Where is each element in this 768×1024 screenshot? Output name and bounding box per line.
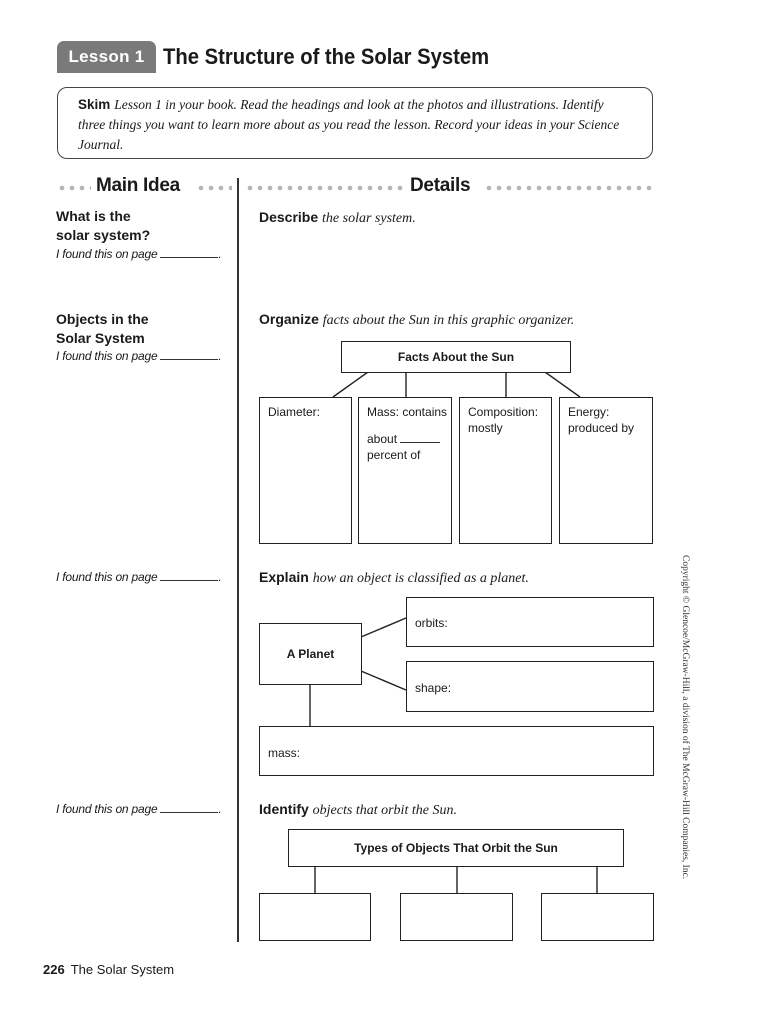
sun-fact-percent: percent of <box>367 448 421 462</box>
found-on-page-1: I found this on page . <box>56 247 222 261</box>
page-number: 226 <box>43 962 65 977</box>
main-idea-solar-system: What is the solar system? <box>56 208 151 243</box>
lesson-tab: Lesson 1 <box>57 41 156 72</box>
chapter-name: The Solar System <box>70 962 175 977</box>
prompt-organize: Organize facts about the Sun in this graphic organizer. <box>259 311 575 328</box>
skim-text: Lesson 1 in your book. Read the headings and look at the photos and illustrations. Identify three things you want to learn more about as you read the lesson. Record your ideas in your Science Journal. <box>78 97 620 152</box>
orbit-objects-title-box: Types of Objects That Orbit the Sun <box>288 829 624 867</box>
sun-fact-label: Mass: contains <box>367 405 448 419</box>
main-idea-header: Main Idea <box>96 175 180 196</box>
orbits-label: orbits: <box>415 616 448 630</box>
planet-mass-box[interactable] <box>259 726 654 776</box>
planet-shape-box[interactable] <box>406 661 654 712</box>
found-on-page-4: I found this on page . <box>56 802 222 816</box>
sun-fact-label: Energy: <box>568 405 610 419</box>
prompt-explain: Explain how an object is classified as a planet. <box>259 569 529 586</box>
sun-fact-box-energy[interactable] <box>559 397 653 544</box>
orbit-object-box-1[interactable] <box>259 893 371 941</box>
planet-orbits-box[interactable] <box>406 597 654 647</box>
percent-blank[interactable] <box>400 433 440 443</box>
page-footer <box>43 962 174 977</box>
sun-facts-title-box: Facts About the Sun <box>341 341 571 373</box>
found-on-page-2: I found this on page . <box>56 349 222 363</box>
sun-fact-box-composition[interactable] <box>459 397 552 544</box>
details-header: Details <box>410 175 471 196</box>
skim-label: Skim <box>78 97 111 112</box>
orbit-object-box-2[interactable] <box>400 893 513 941</box>
shape-label: shape: <box>415 681 452 695</box>
main-idea-objects: Objects in the Solar System <box>56 311 149 346</box>
sun-fact-box-mass[interactable] <box>358 397 452 544</box>
sun-fact-label: Diameter: <box>268 405 321 419</box>
mass-label: mass: <box>268 746 301 760</box>
orbit-object-box-3[interactable] <box>541 893 654 941</box>
sun-fact-mostly: mostly <box>468 421 503 435</box>
sun-fact-box-diameter[interactable] <box>259 397 352 544</box>
sun-fact-about: about <box>367 431 451 447</box>
planet-center-box: A Planet <box>259 623 362 685</box>
prompt-identify: Identify objects that orbit the Sun. <box>259 801 457 818</box>
sun-fact-label: Composition: <box>468 405 539 419</box>
prompt-describe: Describe the solar system. <box>259 209 416 226</box>
found-on-page-3: I found this on page . <box>56 570 222 584</box>
page-blank[interactable] <box>160 570 218 581</box>
sun-fact-produced: produced by <box>568 421 635 435</box>
page-blank[interactable] <box>160 802 218 813</box>
page-title: The Structure of the Solar System <box>163 44 490 69</box>
copyright-notice: Copyright © Glencoe/McGraw-Hill, a division of The McGraw-Hill Companies, Inc. <box>680 555 690 880</box>
